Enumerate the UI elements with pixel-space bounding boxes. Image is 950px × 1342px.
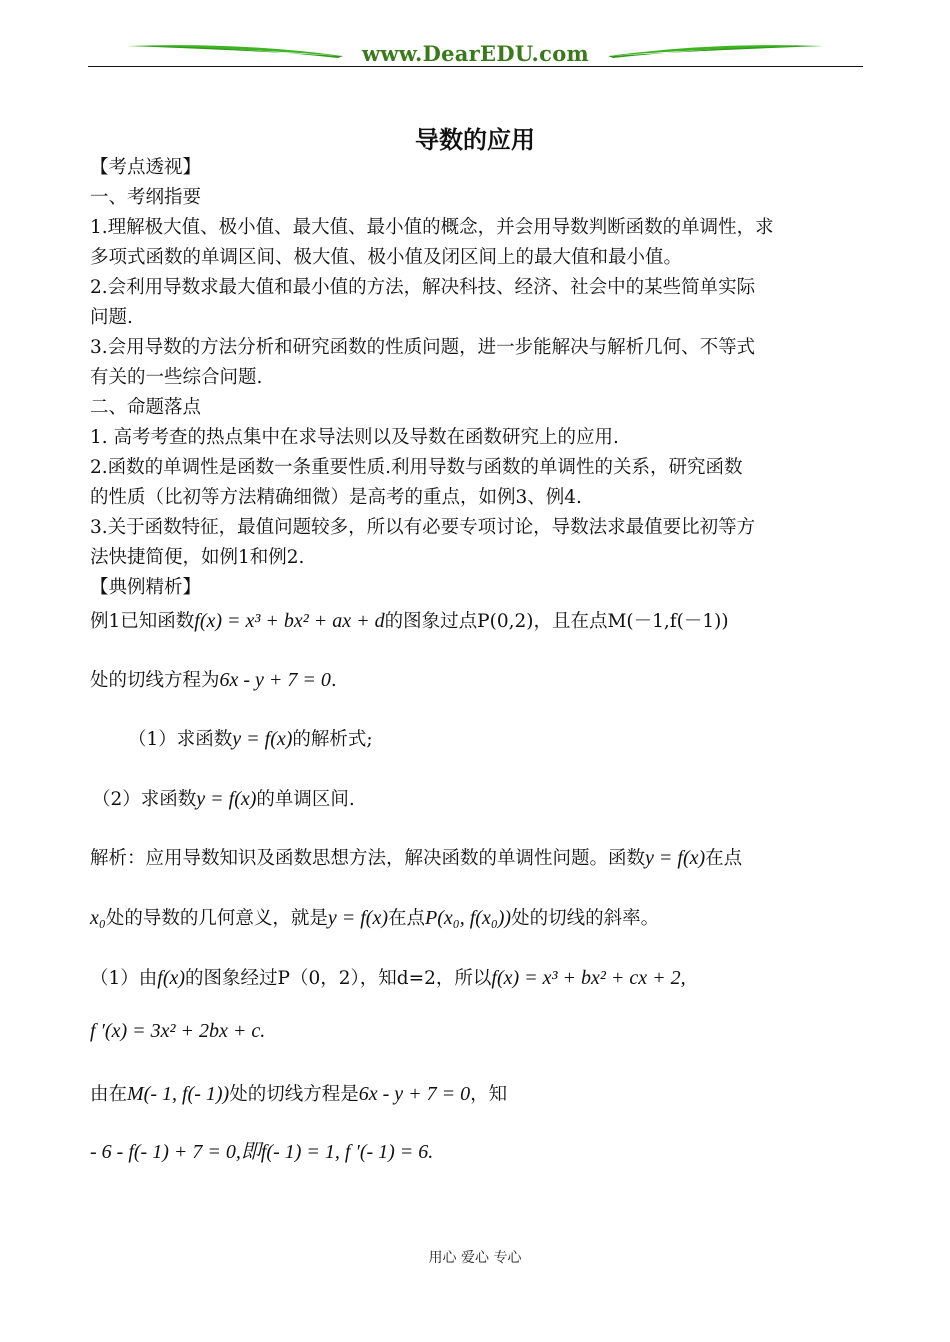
solution-step-1: （1）由f(x)的图象经过P（0，2），知d=2，所以f(x) = x³ + bx² + cx + 2, (90, 967, 686, 989)
text-line: 问题. (90, 307, 133, 328)
example-1-tangent: 处的切线方程为6x - y + 7 = 0. (90, 669, 337, 691)
text-line: 【典例精析】 (90, 577, 202, 598)
site-header (88, 38, 863, 68)
question-1: （1）求函数y = f(x)的解析式; (128, 728, 373, 750)
tangent-equation: 6x - y + 7 = 0 (219, 669, 331, 691)
solution-result: - 6 - f(- 1) + 7 = 0,即f(- 1) = 1, f ′(- 1) = 6. (90, 1141, 434, 1163)
text-line: 3.关于函数特征，最值问题较多，所以有必要专项讨论，导数法求最值要比初等方 (90, 517, 756, 538)
question-2: （2）求函数y = f(x)的单调区间. (92, 788, 355, 810)
text-line: 有关的一些综合问题. (90, 367, 263, 388)
page-title: 导数的应用 (415, 126, 535, 154)
text-line: 法快捷简便，如例1和例2. (90, 547, 305, 568)
solution-meaning: x₀处的导数的几何意义，就是y = f(x)在点P(x₀, f(x₀))处的切线的斜率。 (90, 907, 660, 929)
text-line: 多项式函数的单调区间、极大值、极小值及闭区间上的最大值和最小值。 (90, 247, 683, 268)
text-line: 1.理解极大值、极小值、最大值、最小值的概念，并会用导数判断函数的单调性，求 (90, 217, 774, 238)
page-footer: 用心 爱心 专心 (428, 1250, 522, 1266)
solution-step-2: 由在M(- 1, f(- 1))处的切线方程是6x - y + 7 = 0，知 (90, 1083, 508, 1105)
site-logo-text: www.DearEDU.com (361, 41, 590, 66)
text-line: 2.函数的单调性是函数一条重要性质.利用导数与函数的单调性的关系，研究函数 (90, 457, 743, 478)
text-line: 二、命题落点 (90, 397, 202, 418)
text-line: 3.会用导数的方法分析和研究函数的性质问题，进一步能解决与解析几何、不等式 (90, 337, 756, 358)
header-rule (88, 66, 863, 67)
text-line: 一、考纲指要 (90, 187, 202, 208)
text-line: 1. 高考考查的热点集中在求导法则以及导数在函数研究上的应用. (90, 427, 619, 448)
text-line: 【考点透视】 (90, 157, 202, 178)
example-1-statement: 例1已知函数f(x) = x³ + bx² + ax + d的图象过点P(0,2)，且在点M(－1,f(－1)) (90, 610, 729, 632)
solution-intro: 解析：应用导数知识及函数思想方法，解决函数的单调性问题。函数y = f(x)在点 (90, 847, 743, 869)
text-line: 的性质（比初等方法精确细微）是高考的重点，如例3、例4. (90, 487, 582, 508)
derivative-formula: f ′(x) = 3x² + 2bx + c. (90, 1020, 266, 1042)
function-formula: f(x) = x³ + bx² + ax + d (194, 610, 385, 632)
text-line: 2.会利用导数求最大值和最小值的方法，解决科技、经济、社会中的某些简单实际 (90, 277, 756, 298)
